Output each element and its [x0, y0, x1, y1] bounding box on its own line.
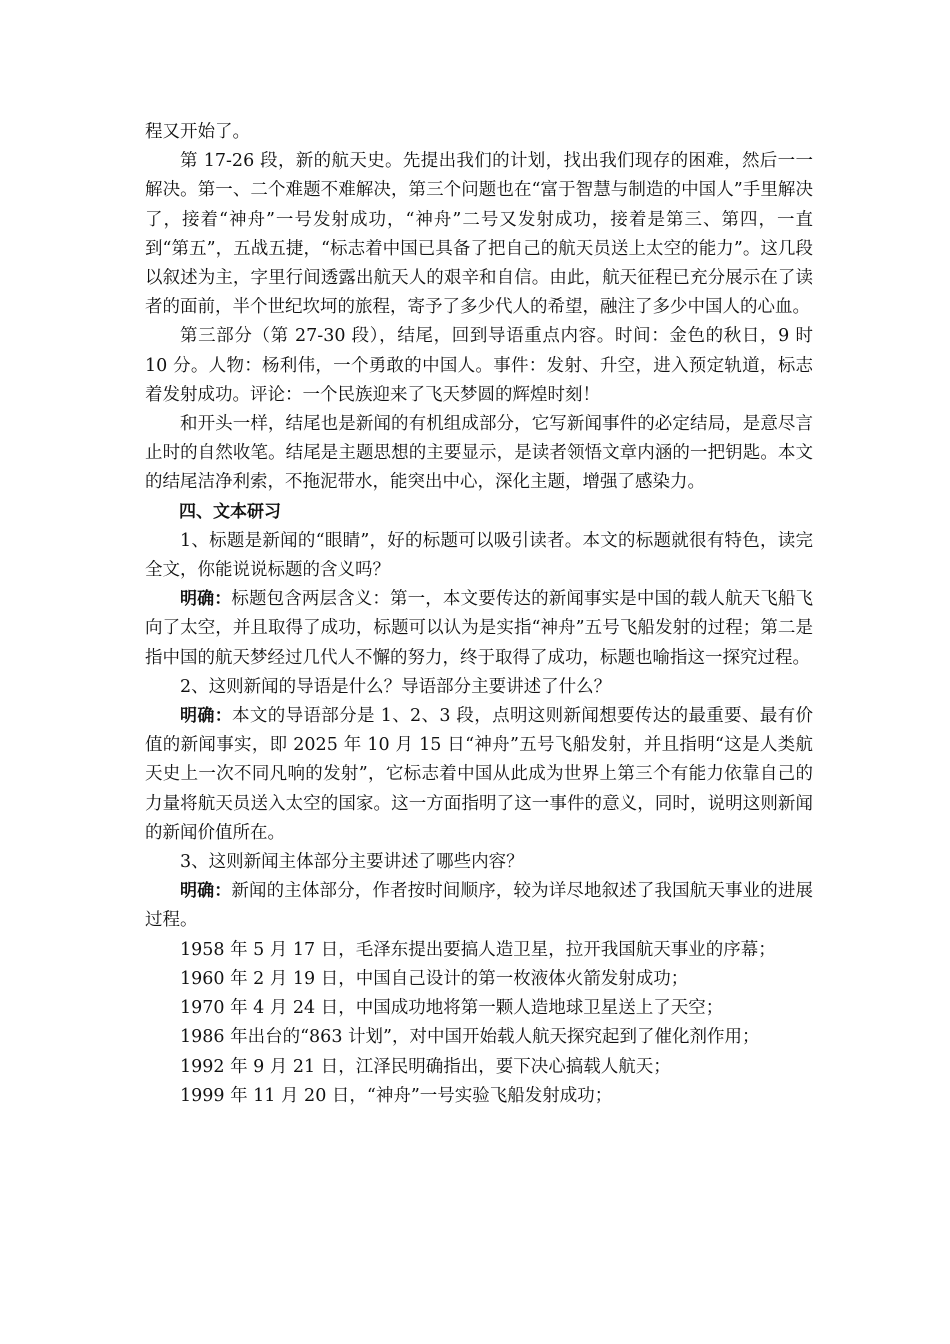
timeline-item: 1970 年 4 月 24 日，中国成功地将第一颗人造地球卫星送上了天空；: [180, 998, 724, 1019]
answer-label: 明确：: [180, 881, 232, 902]
timeline-item: 1960 年 2 月 19 日，中国自己设计的第一枚液体火箭发射成功；: [180, 968, 689, 989]
document-page: [145, 118, 813, 1111]
paragraph-ending-analysis: 和开头一样，结尾也是新闻的有机组成部分，它写新闻事件的必定结局，是意尽言止时的自然收笔。结尾是主题思想的主要显示，是读者领悟文章内涵的一把钥匙。本文的结尾洁净利索，不拖泥带水，能突出中心，深化主题，增强了感染力。: [145, 414, 813, 493]
timeline-item: 1986 年出台的“863 计划”，对中国开始载人航天探究起到了催化剂作用；: [180, 1027, 760, 1048]
answer-text: 本文的导语部分是 1、2、3 段，点明这则新闻想要传达的最重要、最有价值的新闻事实，即 2025 年 10 月 15 日“神舟”五号飞船发射，并且指明“这是人类航天史上一次不同凡响的发射”，它标志着中国从此成为世界上第三个有能力依靠自己的力量将航天员送入太空的国家。这一方面指明了这一事件的意义，同时，说明这则新闻的新闻价值所在。: [145, 706, 814, 843]
answer-label: 明确：: [180, 589, 232, 610]
answer-1: [145, 585, 813, 673]
question-3: 3、这则新闻主体部分主要讲述了哪些内容？: [180, 852, 524, 873]
section-heading: 四、文本研习: [179, 501, 281, 522]
answer-label: 明确：: [180, 706, 233, 727]
answer-text: 新闻的主体部分，作者按时间顺序，较为详尽地叙述了我国航天事业的进展过程。: [145, 881, 814, 931]
paragraph-continuation: 程又开始了。: [145, 122, 250, 142]
question-2: 2、这则新闻的导语是什么？导语部分主要讲述了什么？: [180, 676, 612, 697]
paragraph-section-17-26: 第 17-26 段，新的航天史。先提出我们的计划，找出我们现存的困难，然后一一解决。第一、二个难题不难解决，第三个问题也在“富于智慧与制造的中国人”手里解决了，接着“神舟”一号发射成功，“神舟”二号又发射成功，接着是第三、第四，一直到“第五”，五战五捷，“标志着中国已具备了把自己的航天员送上太空的能力”。这几段以叙述为主，字里行间透露出航天人的艰辛和自信。由此，航天征程已充分展示在了读者的面前，半个世纪坎坷的旅程，寄予了多少代人的希望，融注了多少中国人的心血。: [145, 151, 813, 318]
answer-2: [145, 702, 813, 848]
timeline-item: 1958 年 5 月 17 日，毛泽东提出要搞人造卫星，拉开我国航天事业的序幕；: [180, 939, 776, 960]
answer-text: 标题包含两层含义：第一，本文要传达的新闻事实是中国的载人航天飞船飞向了太空，并且取得了成功，标题可以认为是实指“神舟”五号飞船发射的过程；第二是指中国的航天梦经过几代人不懈的努力，终于取得了成功，标题也喻指这一探究过程。: [145, 589, 814, 668]
question-1: 1、标题是新闻的“眼睛”，好的标题可以吸引读者。本文的标题就很有特色，读完全文，你能说说标题的含义吗？: [145, 530, 813, 581]
timeline-item: 1999 年 11 月 20 日，“神舟”一号实验飞船发射成功；: [180, 1085, 613, 1106]
paragraph-part-three: 第三部分（第 27-30 段），结尾，回到导语重点内容。时间：金色的秋日，9 时 10 分。人物：杨利伟，一个勇敢的中国人。事件：发射、升空，进入预定轨道，标志着发射成功。评论：一个民族迎来了飞天梦圆的辉煌时刻！: [145, 326, 813, 405]
timeline-item: 1992 年 9 月 21 日，江泽民明确指出，要下决心搞载人航天；: [180, 1056, 671, 1077]
answer-3: [145, 877, 813, 935]
